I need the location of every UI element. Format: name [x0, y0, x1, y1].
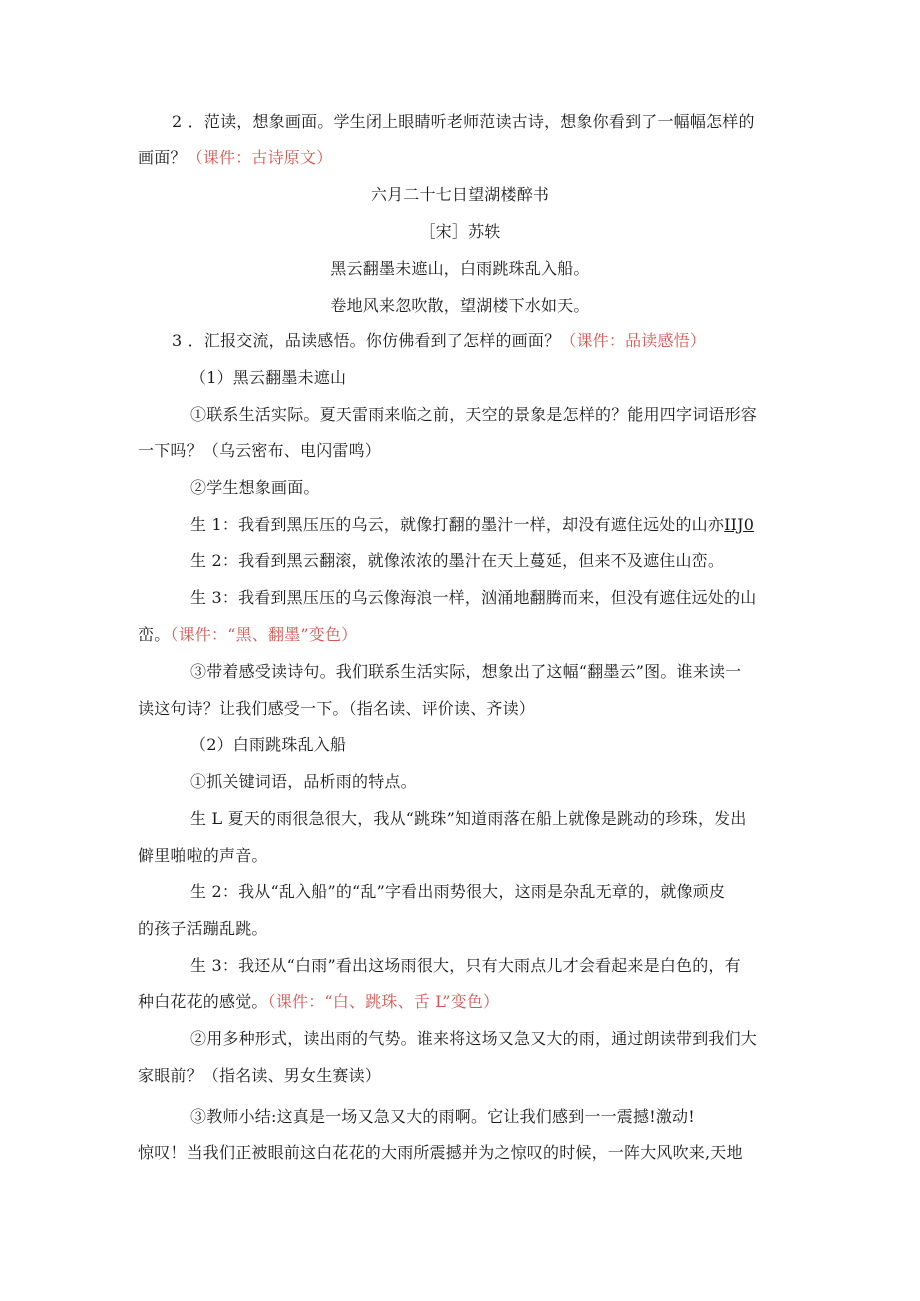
subheading-2: [190, 734, 346, 756]
text: 生 3：我还从“白雨”看出这场雨很大，只有大雨点儿才会看起来是白色的，有: [190, 956, 741, 975]
para-3-heading: [172, 330, 706, 352]
text: 的孩子活蹦乱跳。: [138, 919, 268, 938]
student-3-line-2: [138, 624, 357, 646]
item-3-line-2: [138, 698, 535, 720]
item-1-line-2: [138, 440, 381, 462]
text: ③教师小结:这真是一场又急又大的雨啊。它让我们感到一一震撼!激动!: [190, 1107, 695, 1126]
text: 生 3：我看到黑压压的乌云像海浪一样，汹涌地翻腾而来，但没有遮住远处的山: [190, 588, 757, 607]
text: 一下吗？（乌云密布、电闪雷鸣）: [138, 441, 382, 460]
text: 读这句诗？让我们感受一下。（指名读、评价读、齐读）: [138, 699, 536, 718]
text: 黑云翻墨未遮山，白雨跳珠乱入船。: [330, 259, 590, 278]
text: 六月二十七日望湖楼醉书: [370, 185, 550, 204]
poem-line-1: [0, 258, 920, 280]
item-2: [190, 477, 320, 499]
poem-line-2: [0, 295, 920, 317]
item-4: [190, 771, 417, 793]
text: ②用多种形式，读出雨的气势。谁来将这场又急又大的雨，通过朗读带到我们大: [190, 1029, 758, 1048]
item-3-line-1: [190, 661, 741, 683]
text: 生 2：我从“乱入船”的“乱”字看出雨势很大，这雨是杂乱无章的，就像顽皮: [190, 882, 726, 901]
text: 2 ．范读，想象画面。学生闭上眼睛听老师范读古诗，想象你看到了一幅幅怎样的: [172, 112, 755, 131]
courseware-note: （课件：品读感悟）: [560, 331, 707, 350]
summary-line-1: [190, 1106, 695, 1128]
poem-author: [0, 221, 920, 243]
text: （2）白雨跳珠乱入船: [190, 735, 347, 754]
courseware-note: （课件：古诗原文）: [186, 148, 333, 167]
student-3b-line-2: [138, 991, 499, 1013]
text: 生 1：我看到黑压压的乌云，就像打翻的墨汁一样，却没有遮住远处的山亦: [190, 515, 725, 534]
courseware-note: （课件：“黑、翻墨”变色）: [170, 625, 358, 644]
student-3-line-1: [190, 587, 756, 609]
poem-title: [0, 184, 920, 206]
text: ［宋］苏轶: [419, 222, 501, 241]
text-artifact: IIJ0: [724, 515, 755, 534]
para-2-line-1: [172, 111, 755, 133]
student-l-line-1: [190, 808, 747, 830]
text: 惊叹！当我们正被眼前这白花花的大雨所震撼并为之惊叹的时候，一阵大风吹来,天地: [138, 1143, 743, 1162]
summary-line-2: [138, 1142, 743, 1164]
text: 生 L 夏天的雨很急很大，我从“跳珠”知道雨落在船上就像是跳动的珍珠，发出: [190, 809, 747, 828]
text: 3 ．汇报交流，品读感悟。你仿佛看到了怎样的画面？: [172, 331, 561, 350]
text: ①联系生活实际。夏天雷雨来临之前，天空的景象是怎样的？能用四字词语形容: [190, 405, 758, 424]
text: ③带着感受读诗句。我们联系生活实际，想象出了这幅“翻墨云”图。谁来读一: [190, 662, 742, 681]
text: 生 2：我看到黑云翻滚，就像浓浓的墨汁在天上蔓延，但来不及遮住山峦。: [190, 551, 725, 570]
text: 峦。: [138, 625, 171, 644]
text: 画面？: [138, 148, 187, 167]
item-5-line-1: [190, 1028, 757, 1050]
text: ①抓关键词语，品析雨的特点。: [190, 772, 417, 791]
student-1-line: [190, 514, 754, 536]
student-3b-line-1: [190, 955, 741, 977]
text: ②学生想象画面。: [190, 478, 320, 497]
text: 家眼前？（指名读、男女生赛读）: [138, 1066, 382, 1085]
text: 种白花花的感觉。: [138, 992, 268, 1011]
text: （1）黑云翻墨未遮山: [190, 368, 347, 387]
item-5-line-2: [138, 1065, 381, 1087]
student-2-line: [190, 550, 724, 572]
student-l-line-2: [138, 845, 268, 867]
para-2-line-2: [138, 147, 332, 169]
student-2b-line-2: [138, 918, 268, 940]
item-1-line-1: [190, 404, 757, 426]
subheading-1: [190, 367, 346, 389]
text: 卷地风来忽吹散，望湖楼下水如天。: [330, 296, 590, 315]
student-2b-line-1: [190, 881, 725, 903]
courseware-note: （课件：“白、跳珠、舌 L”变色）: [267, 992, 500, 1011]
text: 僻里啪啦的声音。: [138, 846, 268, 865]
